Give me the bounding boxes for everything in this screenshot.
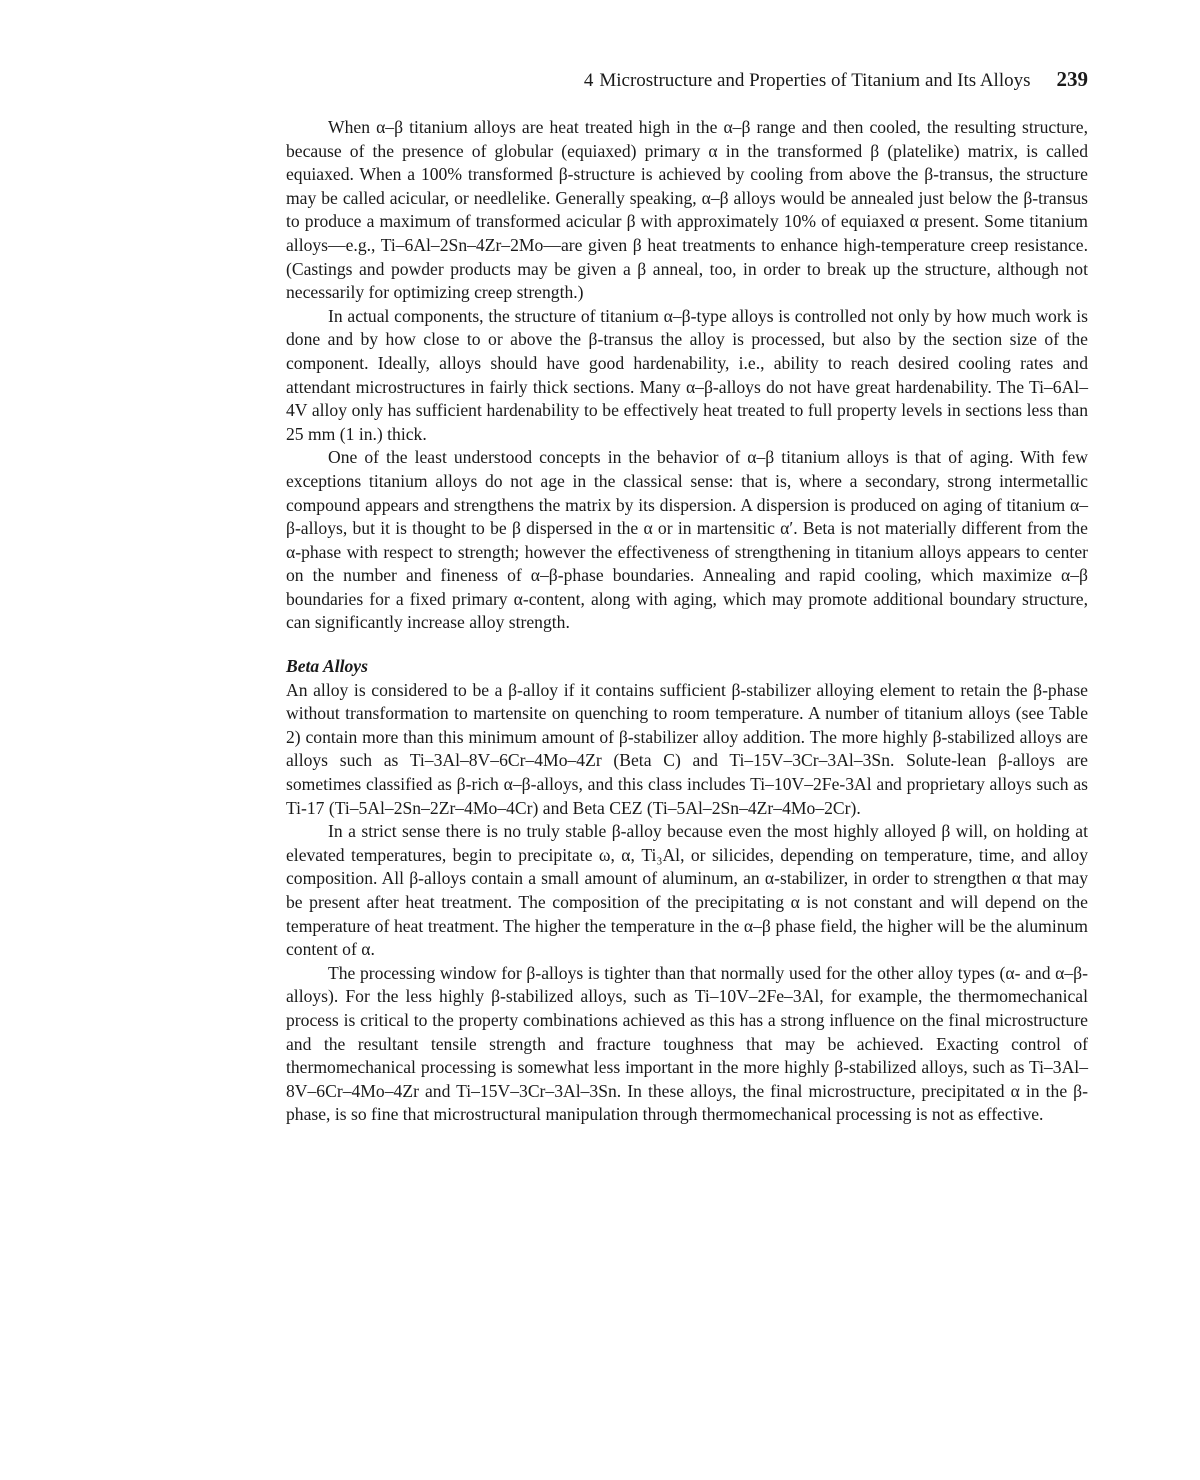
paragraph-equiaxed-structure: When α–β titanium alloys are heat treated high in the α–β range and then cooled, the resulting structure, because of the presence of globular (equiaxed) primary α in the transformed β (platelike) matrix, is called equiaxed. When a 100% transformed β-structure is achieved by cooling from above the β-transus, the structure may be called acicular, or needlelike. Generally speaking, α–β alloys would be annealed just below the β-transus to produce a maximum of transformed acicular β with approximately 10% of equiaxed α present. Some titanium alloys—e.g., Ti–6Al–2Sn–4Zr–2Mo—are given β heat treatments to enhance high-temperature creep resistance. (Castings and powder products may be given a β anneal, too, in order to break up the structure, although not necessarily for optimizing creep strength.) xyxy=(286,117,1088,303)
paragraph-beta-stability: In a strict sense there is no truly stable β-alloy because even the most highly alloyed β will, on holding at elevated temperatures, begin to precipitate ω, α, Ti₃Al, or silicides, depending on temperature, time, and alloy composition. All β-alloys contain a small amount of aluminum, an α-stabilizer, in order to strengthen α that may be present after heat treatment. The composition of the precipitating α is not constant and will depend on the temperature of heat treatment. The higher the temperature in the α–β phase field, the higher will be the aluminum content of α. xyxy=(286,821,1088,960)
page-number: 239 xyxy=(1056,67,1088,91)
book-page xyxy=(286,66,1088,1127)
body-text xyxy=(286,116,1088,635)
paragraph-processing-window: The processing window for β-alloys is tighter than that normally used for the other alloy types (α- and α–β-alloys). For the less highly β-stabilized alloys, such as Ti–10V–2Fe–3Al, for example, the thermomechanical process is critical to the property combinations achieved as this has a strong influence on the final microstructure and the resultant tensile strength and fracture toughness that may be achieved. Exacting control of thermomechanical processing is somewhat less important in the more highly β-stabilized alloys, such as Ti–3Al–8V–6Cr–4Mo–4Zr and Ti–15V–3Cr–3Al–3Sn. In these alloys, the final microstructure, precipitated α in the β-phase, is so fine that microstructural manipulation through thermomechanical processing is not as effective. xyxy=(286,962,1088,1125)
paragraph-aging: One of the least understood concepts in the behavior of α–β titanium alloys is that of aging. With few exceptions titanium alloys do not age in the classical sense: that is, where a secondary, strong intermetallic compound appears and strengthens the matrix by its dispersion. A dispersion is produced on aging of titanium α–β-alloys, but it is thought to be β dispersed in the α or in martensitic α′. Beta is not materially different from the α-phase with respect to strength; however the effectiveness of strengthening in titanium alloys appears to center on the number and fineness of α–β-phase boundaries. Annealing and rapid cooling, which maximize α–β boundaries for a fixed primary α-content, along with aging, which may promote additional boundary structure, can significantly increase alloy strength. xyxy=(286,447,1088,633)
paragraph-beta-definition: An alloy is considered to be a β-alloy if it contains sufficient β-stabilizer alloying element to retain the β-phase without transformation to martensite on quenching to room temperature. A number of titanium alloys (see Table 2) contain more than this minimum amount of β-stabilizer alloy addition. The more highly β-stabilized alloys are alloys such as Ti–3Al–8V–6Cr–4Mo–4Zr (Beta C) and Ti–15V–3Cr–3Al–3Sn. Solute-lean β-alloys are sometimes classified as β-rich α–β-alloys, and this class includes Ti–10V–2Fe-3Al and proprietary alloys such as Ti-17 (Ti–5Al–2Sn–2Zr–4Mo–4Cr) and Beta CEZ (Ti–5Al–2Sn–4Zr–4Mo–2Cr). xyxy=(286,679,1088,818)
paragraph-section-size: In actual components, the structure of titanium α–β-type alloys is controlled not only by how much work is done and by how close to or above the β-transus the alloy is processed, but also by the section size of the component. Ideally, alloys should have good hardenability, i.e., ability to reach desired cooling rates and attendant microstructures in fairly thick sections. Many α–β-alloys do not have great hardenability. The Ti–6Al–4V alloy only has sufficient hardenability to be effectively heat treated to full property levels in sections less than 25 mm (1 in.) thick. xyxy=(286,305,1088,444)
running-header xyxy=(286,66,1088,94)
section-spacer xyxy=(286,635,1088,655)
section-beta-alloys xyxy=(286,655,1088,1127)
chapter-number: 4 xyxy=(583,70,594,91)
chapter-title: Microstructure and Properties of Titanium and Its Alloys xyxy=(599,70,1031,91)
section-heading: Beta Alloys xyxy=(286,656,368,677)
